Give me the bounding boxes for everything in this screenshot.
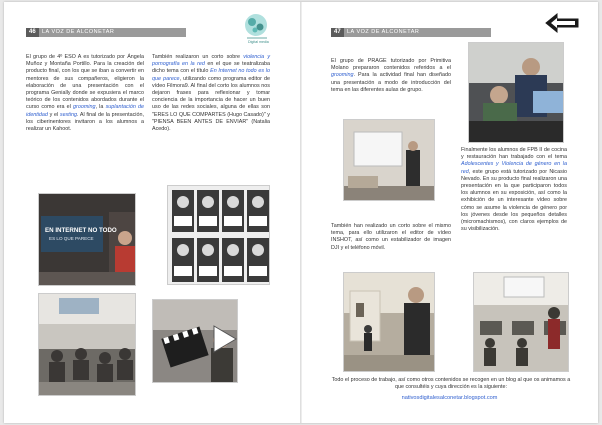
left-col1-text — [26, 54, 144, 133]
text-run: y el — [47, 111, 60, 118]
right-col1-text — [331, 58, 451, 94]
left-col2-text — [152, 54, 270, 133]
right-col1b-text — [331, 223, 451, 252]
highlighted-term: Adolescentes y Violencia de género en la red — [461, 161, 567, 175]
page-number: 47 — [331, 28, 344, 37]
highlighted-term: grooming — [331, 72, 354, 79]
text-run: , la — [95, 104, 106, 111]
text-run: . Para la actividad final han diseñado una presentación a modo de introducción del tema en las diferentes aulas de grupo. — [331, 72, 451, 93]
photo-students-computer — [468, 42, 564, 143]
text-run: en el que se teatralizaba dicho tema con el título — [152, 61, 270, 75]
text-run: El grupo de 4º ESO A es tutorizado por Ángela Muñoz y Montaña Portillo. Para la creación del producto final, con los que se iban a convertir en mentores de sus compañeros, eligieron la elaboración de una presentación con el programa Genially donde se expusiera el marco teórico de los contenidos abordados durante el curso como era el — [26, 54, 144, 111]
text-run: El grupo de PRAGE tutorizado por Primitiva Molano prepararon contenidos referidos a el — [331, 58, 451, 72]
photo-computer-lab — [473, 272, 569, 372]
highlighted-term: violencia y pornografía en la red — [152, 54, 271, 68]
blog-url-link[interactable]: nativosdigitalesalconetar.blogspot.com — [401, 395, 498, 401]
logo-caption: Digital media — [248, 40, 269, 44]
screen-text-line1: EN INTERNET NO TODO — [45, 227, 117, 234]
photo-outdoor-filming — [343, 272, 435, 372]
blog-intro-text: Todo el proceso de trabajo, así como otros contenidos se recogen en un blog al que os animamos a que consultéis y cuya dirección es la siguiente: — [331, 377, 571, 391]
play-arrow-icon — [212, 324, 238, 354]
photo-classroom-students — [38, 293, 136, 396]
screen-text-line2: ES LO QUE PARECE — [49, 236, 94, 241]
text-run: Finalmente los alumnos de FPB II de cocina y restauración han trabajado con el tema — [461, 147, 567, 161]
right-col2-text — [461, 147, 567, 233]
highlighted-term: grooming — [73, 104, 96, 111]
left-page — [4, 2, 301, 423]
text-run: , este grupo está tutorizado por Nicasio Nevado. En su producto final realizaron una presentación en la que participaron todos los alumnos en su exposición, así como la exhibición de un interesante vídeo sobre cómo se asume la violencia de género por los jóvenes desde los pequeños detalles (micromachismos), con claros ejemplos de su visibilización. — [461, 168, 567, 233]
photo-presentation-room — [343, 119, 435, 201]
text-run: . Al final de la presentación, los ciberinentores invitaron a los alumnos a realizar un Kahoot. — [26, 111, 144, 133]
highlighted-term: sexting — [59, 111, 78, 118]
page-number: 46 — [26, 28, 39, 37]
photo-students-grid — [167, 185, 270, 285]
text-run: También realizaron un corto sobre — [152, 54, 244, 60]
photo-classroom-presentation — [38, 193, 136, 286]
text-run: También han realizado un corto sobre el mismo tema, para ello utilizaron el editor de vídeo INSHOT, así como un estabilizador de imagen DJI y el teléfono móvil. — [331, 223, 451, 251]
highlighted-term: suplantación de identidad — [26, 104, 144, 118]
running-header: LA VOZ DE ALCONETAR — [42, 29, 115, 35]
magazine-spread — [4, 2, 598, 423]
running-header: LA VOZ DE ALCONETAR — [347, 29, 420, 35]
right-page — [301, 2, 598, 423]
text-run: , utilizando como programa editor de vídeo Filmora9. Al final del corto los alumnos nos dejaron frases para reflexionar y tomar conciencia de la importancia de hacer un buen uso de las redes sociales, alguna de ellas son "ERES LO QUE COMPARTES (Hugo Casado)" y "PIENSA BEEN ANTES DE ENVIAR" (Natalia Acedo). — [152, 75, 270, 133]
back-arrow-icon[interactable] — [544, 12, 580, 34]
highlighted-term: En Internet no todo es lo que parece — [152, 68, 270, 82]
